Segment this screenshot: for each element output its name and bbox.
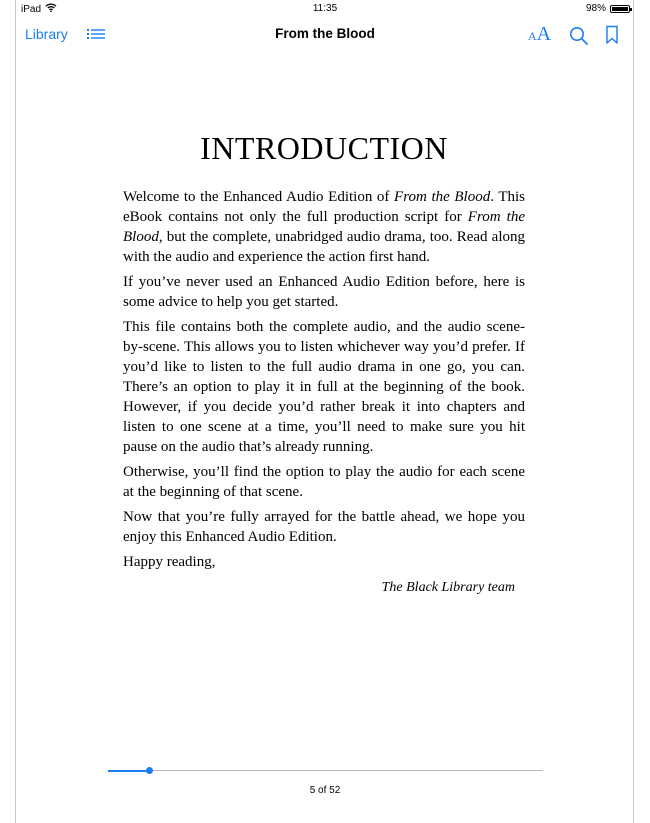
library-button[interactable]: Library (25, 26, 68, 42)
paragraph-scene-option: Otherwise, you’ll find the option to play the audio for each scene at the beginning of that scene. (123, 464, 525, 500)
p1-text-c: . This eBook contains not only the full production script for (123, 189, 525, 225)
font-big-glyph: A (536, 23, 552, 45)
page-count: 5 of 52 (309, 785, 341, 796)
book-page (123, 130, 525, 596)
battery-percentage: 98% (585, 3, 606, 14)
paragraph-happy-reading: Happy reading, (123, 554, 216, 570)
book-title: From the Blood (275, 26, 375, 41)
battery-icon (610, 5, 630, 13)
clock-time: 11:35 (312, 3, 338, 14)
status-bar (0, 0, 650, 20)
paragraph-closing: Now that you’re fully arrayed for the battle ahead, we hope you enjoy this Enhanced Audio Edition. (123, 509, 525, 545)
font-small-glyph: A (528, 29, 537, 43)
p1-book-title-1: From the Blood (394, 189, 491, 205)
bookmark-icon[interactable] (605, 25, 619, 45)
chapter-title: INTRODUCTION (200, 130, 448, 166)
scrubber-fill (108, 770, 150, 772)
font-size-icon[interactable] (528, 23, 551, 46)
p1-text-a: Welcome to the Enhanced Audio Edition of (123, 189, 395, 205)
status-right (586, 3, 630, 14)
search-icon[interactable] (569, 26, 589, 46)
p1-text-e: , but the complete, unabridged audio drama, too. Read along with the audio and experience the action first hand. (123, 229, 525, 265)
nav-bar (0, 20, 650, 50)
signature: The Black Library team (381, 580, 515, 595)
paragraph-advice: If you’ve never used an Enhanced Audio Edition before, here is some advice to help you get started. (123, 274, 525, 310)
device-name: iPad (21, 3, 42, 15)
page-scrubber[interactable] (108, 770, 543, 771)
paragraph-welcome (123, 187, 525, 267)
paragraph-file-contents: This file contains both the complete audio, and the audio scene-by-scene. This allows you to listen whichever way you’d prefer. If you’d like to listen to the full audio drama in one go, you can. There’s an option to play it in full at the beginning of the book. However, if you decide you’d rather break it into chapters and listen to one scene at a time, you’ll need to make sure you hit pause on the audio that’s already running. (123, 319, 525, 455)
p1-book-title-2: From the Blood (123, 209, 525, 245)
